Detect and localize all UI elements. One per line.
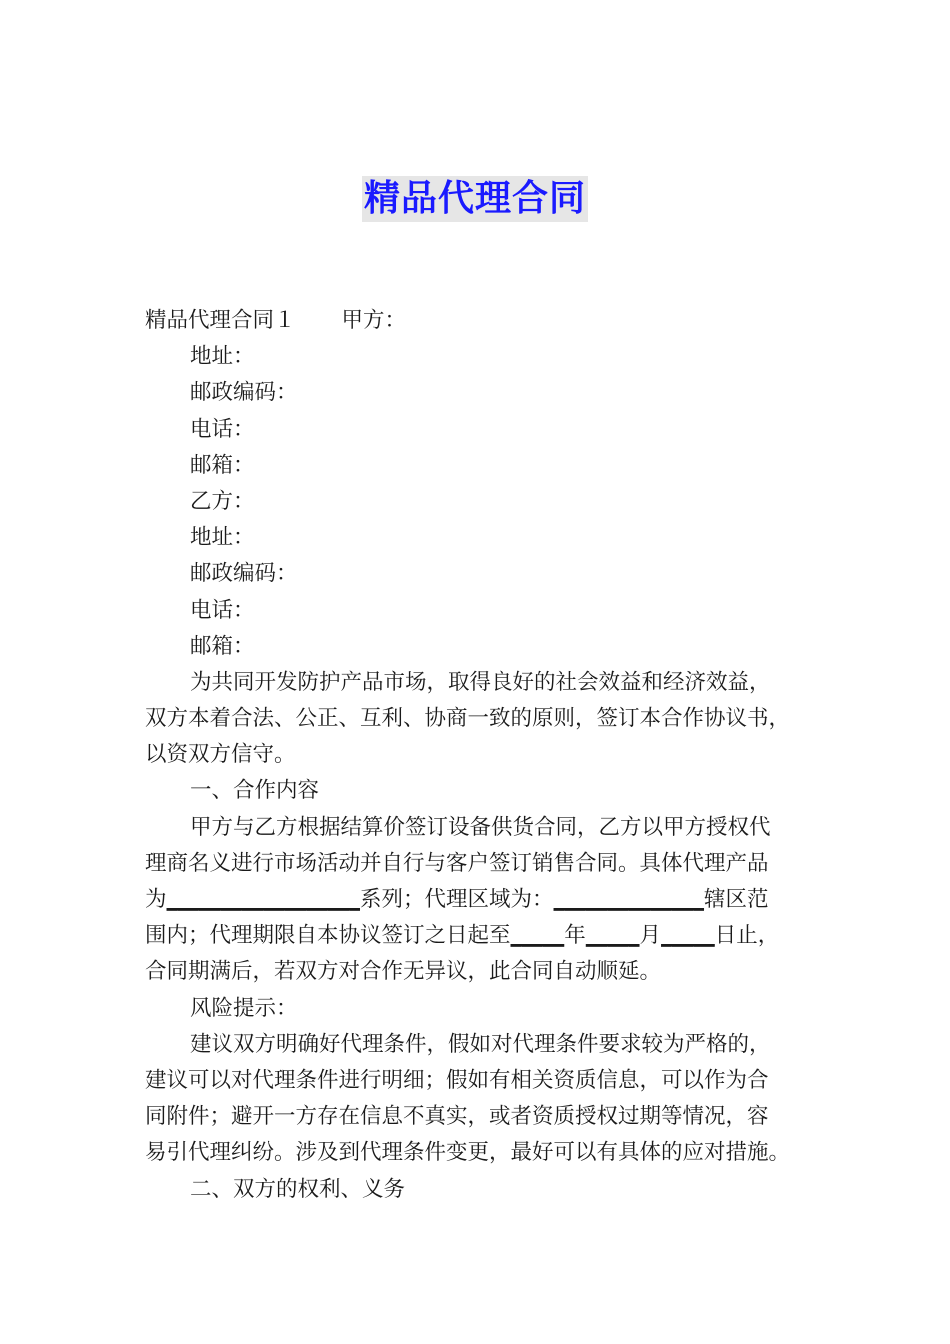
section2-heading: 二、双方的权利、义务 bbox=[190, 1176, 406, 1202]
region-blank: ______________ bbox=[553, 887, 705, 912]
party-a-email: 邮箱： bbox=[190, 452, 255, 478]
month-blank: _____ bbox=[585, 923, 640, 949]
text-fragment: 系列；代理区域为： bbox=[360, 887, 554, 912]
text-fragment: 为 bbox=[145, 887, 167, 912]
header-line bbox=[145, 303, 815, 339]
risk-heading: 风险提示： bbox=[190, 995, 298, 1021]
text-fragment: 日止， bbox=[714, 923, 780, 949]
intro-line: 以资双方信守。 bbox=[145, 742, 296, 768]
risk-line: 建议双方明确好代理条件，假如对代理条件要求较为严格的， bbox=[190, 1031, 771, 1057]
party-a-address: 地址： bbox=[190, 344, 255, 370]
risk-line: 建议可以对代理条件进行明细；假如有相关资质信息，可以作为合 bbox=[145, 1067, 769, 1093]
risk-line: 易引代理纠纷。涉及到代理条件变更，最好可以有具体的应对措施。 bbox=[145, 1140, 791, 1166]
day-blank: _____ bbox=[661, 923, 715, 949]
section1-line: 甲方与乙方根据结算价签订设备供货合同，乙方以甲方授权代 bbox=[190, 814, 771, 840]
intro-line: 双方本着合法、公正、互利、协商一致的原则，签订本合作协议书， bbox=[145, 706, 791, 732]
text-fragment: 年 bbox=[564, 923, 586, 949]
product-series-blank: __________________ bbox=[166, 887, 361, 912]
party-b-email: 邮箱： bbox=[190, 633, 255, 659]
party-a-postcode: 邮政编码： bbox=[190, 380, 298, 406]
section1-line bbox=[145, 918, 815, 954]
text-fragment: 围内；代理期限自本协议签订之日起至 bbox=[145, 923, 511, 949]
party-a-phone: 电话： bbox=[190, 416, 255, 442]
text-fragment: 辖区范 bbox=[704, 887, 769, 912]
contract-label: 精品代理合同１ bbox=[145, 308, 296, 333]
section1-line bbox=[145, 882, 815, 918]
intro-line: 为共同开发防护产品市场，取得良好的社会效益和经济效益， bbox=[190, 669, 771, 695]
year-blank: _____ bbox=[510, 923, 565, 949]
text-fragment: 月 bbox=[639, 923, 662, 949]
document-title: 精品代理合同 bbox=[362, 176, 588, 222]
section1-heading: 一、合作内容 bbox=[190, 778, 320, 804]
section1-line: 合同期满后，若双方对合作无异议，此合同自动顺延。 bbox=[145, 959, 662, 985]
party-b-postcode: 邮政编码： bbox=[190, 561, 298, 587]
party-b-address: 地址： bbox=[190, 525, 255, 551]
title-container bbox=[0, 176, 950, 222]
risk-line: 同附件；避开一方存在信息不真实，或者资质授权过期等情况，容 bbox=[145, 1104, 769, 1130]
party-a-label: 甲方： bbox=[341, 308, 407, 333]
section1-line: 理商名义进行市场活动并自行与客户签订销售合同。具体代理产品 bbox=[145, 850, 769, 876]
party-b-phone: 电话： bbox=[190, 597, 255, 623]
party-b-label: 乙方： bbox=[190, 488, 255, 514]
document-body bbox=[145, 303, 815, 1208]
